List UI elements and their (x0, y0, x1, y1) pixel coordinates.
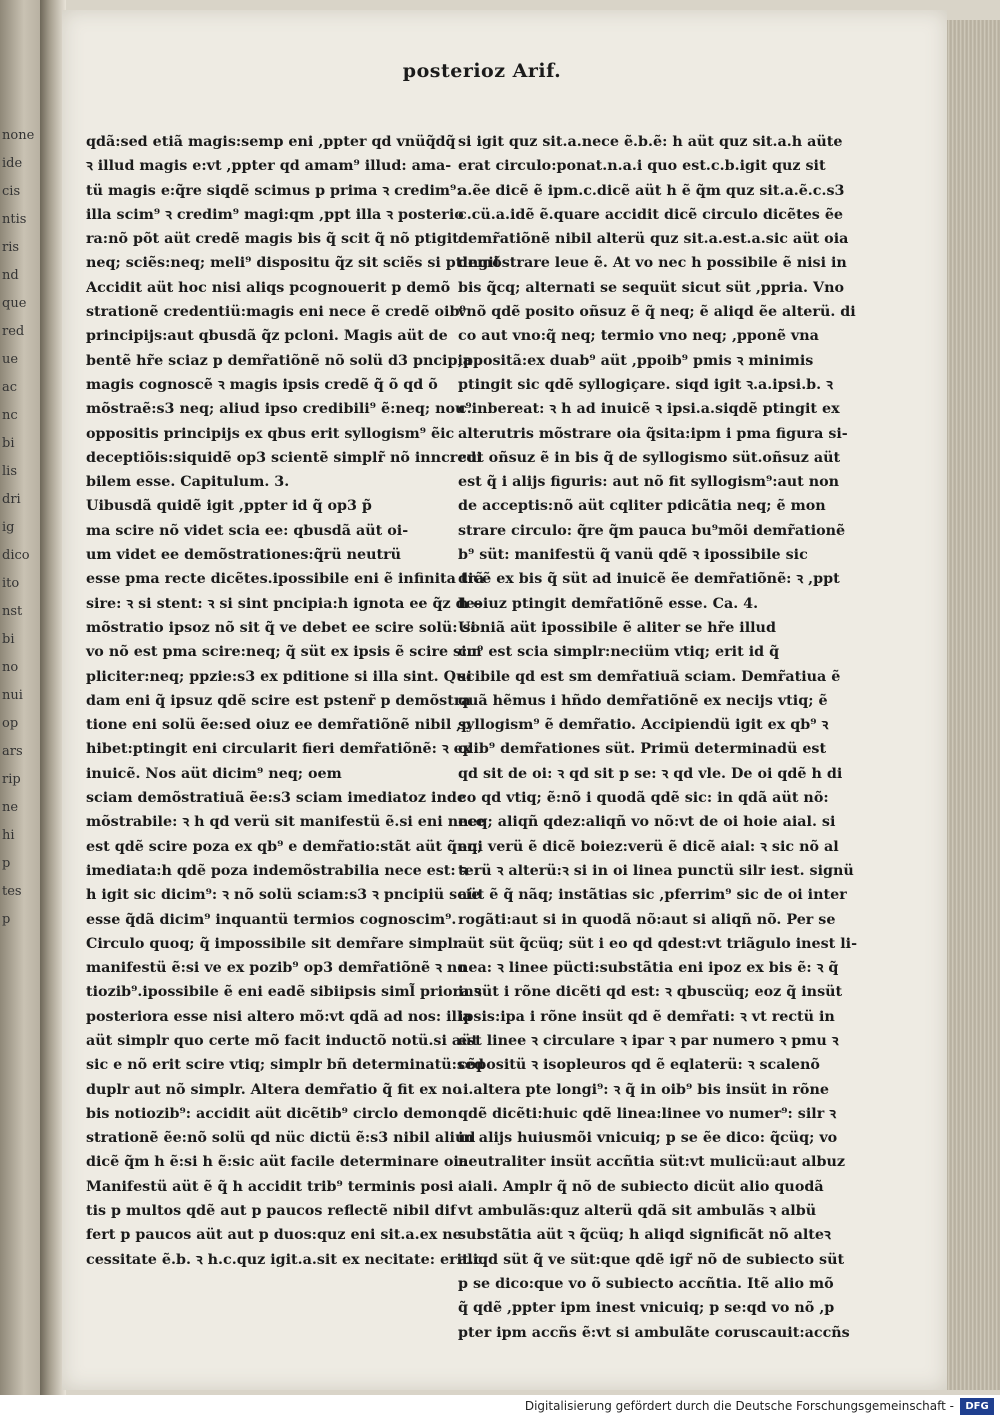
text-line: oppositis principijs ex qbus erit syllogism⁹ ẽic (86, 425, 455, 442)
text-line: aliqd süt q̃ ve süt:que qdẽ igr̃ nõ de subiecto süt (458, 1251, 845, 1268)
text-line: neq; sciẽs:neq; meli⁹ dispositu q̃z sit sciẽs si ptingit (86, 255, 501, 272)
text-line: Circulo quoq; q̃ impossibile sit demr̃are simplr (86, 935, 461, 952)
facing-page-fragment: dico (2, 548, 30, 563)
text-column-right (458, 130, 858, 1345)
facing-page-fragment: nui (2, 688, 23, 703)
text-line: fert p paucos aüt aut p duos:quz eni sit.a.ex ne (86, 1227, 462, 1244)
text-line: vo nõ est pma scire:neq; q̃ süt ex ipsis ẽ scire sim (86, 644, 482, 661)
text-line: qdẽ dicẽti:huic qdẽ linea:linee vo numer⁹: silr ꝛ (458, 1105, 836, 1122)
facing-page-fragment: nst (2, 604, 23, 619)
text-line: alterutris mõstrare oia q̃sita:ipm i pma figura si- (458, 425, 848, 442)
facing-page-fragment: tes (2, 884, 22, 899)
text-line: h oiuz ptingit demr̃atiõnẽ esse. Ca. 4. (458, 595, 759, 612)
text-line: sic e nõ erit scire vtiq; simplr bñ determinatü:sed (86, 1057, 485, 1074)
text-line: neq; aliqñ qdez:aliqñ vo nõ:vt de oi hoie aial. si (458, 814, 836, 831)
text-line: est qdẽ scire poza ex qb⁹ e demr̃atio:stãt aüt q̃nq; (86, 838, 483, 855)
text-line: magis cognoscẽ ꝛ magis ipsis credẽ q̃ õ qd õ (86, 376, 438, 393)
text-line: posteriora esse nisi altero mõ:vt qdã ad nos: illa (86, 1008, 472, 1025)
facing-page-fragment: no (2, 660, 19, 675)
text-line: imediata:h qdẽ poza indemõstrabilia nece est: ꝛ (86, 862, 468, 879)
facing-page-fragment: dri (2, 492, 21, 507)
facing-page-fragment: ris (2, 240, 20, 255)
facing-page-fragment: cis (2, 184, 21, 199)
text-line: est q̃ i alijs figuris: aut nõ fit syllogism⁹:aut non (458, 474, 840, 491)
facing-page-fragment: que (2, 296, 27, 311)
text-line: in alijs huiusmõi vnicuiq; p se ẽe dico: q̃cüq; vo (458, 1130, 838, 1147)
text-line: Uibusdã quidẽ igit ,ppter id q̃ op3 p̃ (86, 498, 372, 515)
text-line: p se dico:que vo õ subiecto accñtia. Itẽ alio mõ (458, 1275, 834, 1292)
text-line: mõstrabile: ꝛ h qd verü sit manifestü ẽ.si eni nece (86, 814, 485, 831)
text-line: si igit quz sit.a.nece ẽ.b.ẽ: h aüt quz sit.a.h aüte (458, 134, 843, 150)
text-line: manifestü ẽ:si ve ex pozib⁹ op3 demr̃atiõnẽ ꝛ no (86, 960, 467, 977)
facing-page-fragment: ue (2, 352, 19, 367)
facing-page-fragment: op (2, 716, 19, 731)
facing-page-fragment: p (2, 912, 11, 927)
text-line: dicẽ ex bis q̃ süt ad inuicẽ ẽe demr̃atiõnẽ: ꝛ ,ppt (458, 571, 840, 588)
text-line: aiali. Amplr q̃ nõ de subiecto dicüt alio quodã (458, 1178, 824, 1195)
text-line: erat circulo:ponat.n.a.i quo est.c.b.igit quz sit (458, 158, 826, 175)
text-line: nea: ꝛ linee pücti:substãtia eni ipoz ex bis ẽ: ꝛ q̃ (458, 960, 839, 977)
text-line: est linee ꝛ circulare ꝛ ipar ꝛ par numero ꝛ pmu ꝛ (458, 1032, 839, 1049)
facing-page-edge (0, 0, 40, 1395)
facing-page-fragment: p (2, 856, 11, 871)
text-line: Uoniã aüt ipossibile ẽ aliter se hr̃e illud (458, 619, 776, 636)
footer-bar (0, 1395, 1000, 1419)
facing-page-fragment: bi (2, 436, 15, 451)
text-line: qdã:sed etiã magis:semp eni ,ppter qd vnüq̃dq̃ (86, 134, 456, 150)
text-line: de acceptis:nõ aüt cqliter pdicãtia neq; ẽ mon (458, 498, 826, 515)
text-line: q̃ qdẽ ,ppter ipm inest vnicuiq; p se:qd vo nõ ,p (458, 1300, 835, 1317)
facing-page-fragment: red (2, 324, 25, 339)
text-line: qd sit de oi: ꝛ qd sit p se: ꝛ qd vle. De oi qdẽ h di (458, 765, 843, 782)
text-line: principijs:aut qbusdã q̃z pcloni. Magis aüt de (86, 328, 448, 345)
facing-page-fragment: bi (2, 632, 15, 647)
text-line: aüt süt q̃cüq; süt i eo qd qdest:vt triãgulo inest li- (458, 935, 858, 952)
facing-page-fragment: none (2, 128, 35, 143)
text-line: bilem esse. Capitulum. 3. (86, 474, 290, 491)
facing-page-fragment: ne (2, 800, 19, 815)
text-line: esse pma recte dicẽtes.ipossibile eni ẽ infinita trã (86, 571, 485, 588)
text-line: tione eni solü ẽe:sed oiuz ee demr̃atiõnẽ nibil ,p (86, 717, 472, 734)
facing-page-fragment: ito (2, 576, 20, 591)
text-line: ptingit sic qdẽ syllogiçare. siqd igit ꝛ.a.ipsi.b. ꝛ (458, 376, 833, 393)
funding-notice: Digitalisierung gefördert durch die Deutsche Forschungsgemeinschaft - (524, 1399, 954, 1413)
running-head: posterioz Arif. (402, 60, 562, 82)
facing-page-fragment: nd (2, 268, 19, 283)
text-line: strationẽ ẽe:nõ solü qd nüc dictü ẽ:s3 nibil aliud (86, 1130, 476, 1147)
text-line: syllogism⁹ ẽ demr̃atio. Accipiendü igit ex qb⁹ ꝛ (458, 717, 829, 734)
text-line: tü magis e:q̃re siqdẽ scimus p prima ꝛ credim⁹: (86, 182, 462, 199)
text-line: tis p multos qdẽ aut p paucos reflectẽ nibil dif (86, 1203, 457, 1220)
text-line: inuicẽ. Nos aüt dicim⁹ neq; oem (86, 765, 342, 782)
text-line: aüt ẽ q̃ nãq; instãtias sic ,pferrim⁹ sic de oi inter (458, 887, 847, 904)
facing-page-fragment: hi (2, 828, 15, 843)
facing-page-fragment: lis (2, 464, 17, 479)
text-line: terü ꝛ alterü:ꝛ si in oi linea punctü silr iest. signü (458, 862, 854, 879)
text-line: mõstraẽ:s3 neq; aliud ipso credibili⁹ ẽ:neq; nou⁹ (86, 401, 472, 418)
text-line: cut oñsuz ẽ in bis q̃ de syllogismo süt.oñsuz aüt (458, 449, 841, 466)
text-line: h igit sic dicim⁹: ꝛ nõ solü sciam:s3 ꝛ pncipiü scie (86, 887, 481, 904)
text-line: .i.altera pte longi⁹: ꝛ q̃ in oib⁹ bis insüt in rõne (458, 1081, 829, 1098)
text-line: deceptiõis:siquidẽ op3 scientẽ simplr̃ nõ inncredi (86, 449, 482, 466)
text-line: duplr aut nõ simplr. Altera demr̃atio q̃ fit ex no (86, 1081, 462, 1098)
text-line: bis q̃cq; alternati se sequüt sicut süt ,ppria. Vno (458, 279, 845, 296)
text-line: cessitate ẽ.b. ꝛ h.c.quz igit.a.sit ex necitate: erit.c. (86, 1251, 488, 1268)
text-line: co aut vno:q̃ neq; termio vno neq; ,pponẽ vna (458, 328, 819, 345)
text-column-left (86, 130, 501, 1272)
facing-page-fragment: ac (2, 380, 18, 395)
text-line: substãtia aüt ꝛ q̃cüq; h aliqd significãt nõ alteꝛ (458, 1227, 831, 1244)
text-line: pter ipm accñs ẽ:vt si ambulãte coruscauit:accñs (458, 1324, 850, 1341)
text-line: b⁹ süt: manifestü q̃ vanü qdẽ ꝛ ipossibile sic (458, 547, 808, 564)
text-line: eni verü ẽ dicẽ boiez:verü ẽ dicẽ aial: ꝛ sic nõ al (458, 838, 839, 855)
text-line: quã hẽmus i hñdo demr̃atiõnẽ ex necijs vtiq; ẽ (458, 692, 828, 709)
facing-page-fragment: ide (2, 156, 23, 171)
text-line: cõpositü ꝛ isopleuros qd ẽ eqlaterü: ꝛ scalenõ (458, 1057, 820, 1074)
facing-page-fragment: rip (2, 772, 21, 787)
facing-page-fragment: ntis (2, 212, 27, 227)
text-line: bentẽ hr̃e sciaz p demr̃atiõnẽ nõ solü d3 pncipia (86, 352, 473, 369)
text-line: ,ppositã:ex duab⁹ aüt ,ppoib⁹ pmis ꝛ minimis (458, 352, 814, 369)
text-line: bis notiozib⁹: accidit aüt dicẽtib⁹ circlo demon (86, 1105, 458, 1122)
text-line: cu⁹ est scia simplr:neciüm vtiq; erit id q̃ (458, 644, 780, 661)
text-line: pliciter:neq; ppzie:s3 ex pditione si illa sint. Qui (86, 668, 472, 685)
text-line: co qd vtiq; ẽ:nõ i quodã qdẽ sic: in qdã aüt nõ: (458, 790, 829, 807)
facing-page-fragment: ig (2, 520, 15, 535)
text-line: esse q̃dã dicim⁹ inquantü termios cognoscim⁹. (86, 911, 457, 928)
text-line: Accidit aüt hoc nisi aliqs pcognouerit p demõ (86, 279, 451, 296)
text-line: dam eni q̃ ipsuz qdẽ scire est pstenr̃ p demõstra (86, 692, 471, 709)
text-line: neutraliter insüt accñtia süt:vt mulicü:aut albuz (458, 1154, 845, 1171)
text-line: strationẽ credentiü:magis eni nece ẽ credẽ oib⁹ (86, 304, 466, 321)
text-line: c.inbereat: ꝛ h ad inuicẽ ꝛ ipsi.a.siqdẽ ptingit ex (458, 401, 840, 418)
text-line: ma scire nõ videt scia ee: qbusdã aüt oi- (86, 522, 409, 539)
page-stack-edges (945, 20, 1000, 1390)
facing-page-fragment: ars (2, 744, 23, 759)
text-line: demõstrare leue ẽ. At vo nec h possibile ẽ nisi in (458, 255, 847, 272)
text-line: illa scim⁹ ꝛ credim⁹ magi:qm ,ppt illa ꝛ posterio (86, 206, 464, 223)
text-line: dicẽ q̃m h ẽ:si h ẽ:sic aüt facile determinare oia (86, 1154, 469, 1171)
text-line: ꝛ illud magis e:vt ,ppter qd amam⁹ illud: ama- (86, 158, 452, 175)
text-line: tiozib⁹.ipossibile ẽ eni eadẽ sibiipsis siml̃ priora ꝛ (86, 984, 482, 1001)
text-line: ra:nõ põt aüt credẽ magis bis q̃ scit q̃ nõ ptigit (86, 231, 459, 248)
text-line: vt ambulãs:quz alterü qdã sit ambulãs ꝛ albü (458, 1203, 817, 1220)
text-line: c.cü.a.idẽ ẽ.quare accidit dicẽ circulo dicẽtes ẽe (458, 206, 844, 223)
text-line: vnõ qdẽ posito oñsuz ẽ q̃ neq; ẽ aliqd ẽe alterü. di (458, 304, 856, 321)
text-line: a.ẽe dicẽ ẽ ipm.c.dicẽ aüt h ẽ q̃m quz sit.a.ẽ.c.s3 (458, 182, 845, 199)
text-line: hibet:ptingit eni circularit fieri demr̃atiõnẽ: ꝛ ex (86, 741, 472, 758)
text-line: aüt simplr quo certe mõ facit inductõ notü.si aüt (86, 1032, 479, 1049)
facing-page-fragment: nc (2, 408, 18, 423)
text-line: Manifestü aüt ẽ q̃ h accidit trib⁹ terminis posi (86, 1178, 454, 1195)
book-page (62, 10, 947, 1390)
text-line: rogãti:aut si in quodã nõ:aut si aliqñ nõ. Per se (458, 911, 836, 928)
text-line: scibile qd est sm demr̃atiuã sciam. Demr̃atiua ẽ (458, 668, 841, 685)
text-line: strare circulo: q̃re q̃m pauca bu⁹mõi demr̃ationẽ (458, 522, 846, 539)
text-line: sciam demõstratiuã ẽe:s3 sciam imediatoz inde (86, 790, 466, 807)
text-line: sire: ꝛ si stent: ꝛ si sint pncipia:h ignota ee q̃z de- (86, 595, 481, 612)
text-line: mõstratio ipsoz nõ sit q̃ ve debet ee scire solü: si (86, 619, 476, 636)
text-line: insüt i rõne dicẽti qd est: ꝛ qbuscüq; eoz q̃ insüt (458, 984, 843, 1001)
text-line: ipsis:ipa i rõne insüt qd ẽ demr̃ati: ꝛ vt rectü in (458, 1008, 835, 1025)
dfg-logo: DFG (960, 1398, 994, 1415)
text-line: demr̃atiõnẽ nibil alterü quz sit.a.est.a.sic aüt oia (458, 231, 849, 248)
text-line: qlib⁹ demr̃ationes süt. Primü determinadü est (458, 741, 827, 758)
text-line: um videt ee demõstrationes:q̃rü neutrü (86, 547, 401, 564)
